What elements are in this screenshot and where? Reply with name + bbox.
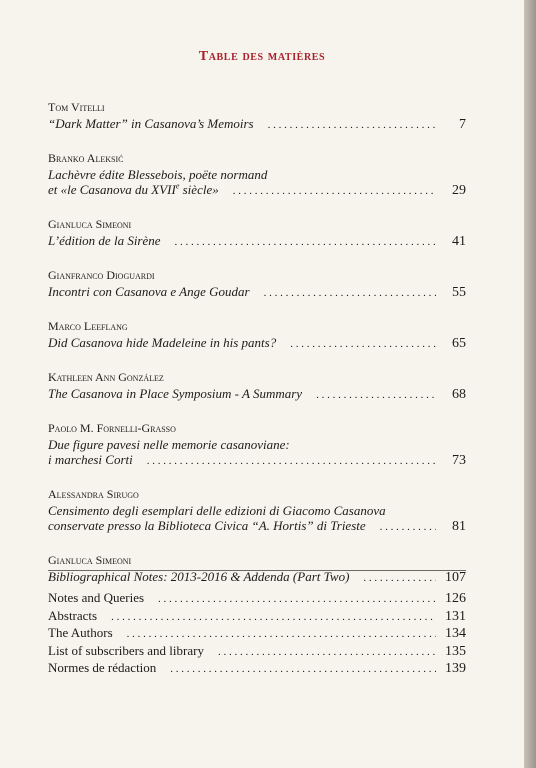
toc-title-line [48, 182, 466, 199]
toc-title: Did Casanova hide Madeleine in his pants? [48, 335, 277, 350]
toc-title-line [48, 518, 466, 535]
toc-page-number: 81 [452, 519, 466, 534]
toc-title-continued: conservate presso la Biblioteca Civica “A. Hortis” di Trieste [48, 518, 366, 533]
dot-leader [170, 661, 436, 678]
dot-leader [363, 571, 436, 586]
toc-title: Bibliographical Notes: 2013-2016 & Addenda (Part Two) [48, 569, 350, 584]
toc-title-line [48, 335, 466, 352]
toc-entry [48, 151, 466, 199]
back-matter-page-number: 139 [445, 661, 466, 676]
toc-entry [48, 100, 466, 133]
dot-leader [233, 184, 436, 199]
back-matter-label: Abstracts [48, 607, 98, 623]
dot-leader [264, 286, 436, 301]
back-matter-label: Notes and Queries [48, 590, 145, 605]
dot-leader [380, 520, 436, 535]
toc-entry [48, 217, 466, 250]
toc-page-number: 65 [452, 336, 466, 351]
back-matter-page-number: 131 [445, 608, 466, 624]
toc-author: Gianfranco Dioguardi [48, 268, 155, 282]
dot-leader [316, 388, 436, 403]
toc-title: “Dark Matter” in Casanova’s Memoirs [48, 116, 254, 131]
toc-author: Paolo M. Fornelli-Grasso [48, 421, 176, 435]
toc-page-number: 68 [452, 387, 466, 402]
toc-author: Alessandra Sirugo [48, 487, 139, 501]
toc-title: Incontri con Casanova e Ange Goudar [48, 284, 250, 299]
dot-leader [147, 454, 436, 469]
toc-title-line [48, 233, 466, 250]
toc-entry [48, 370, 466, 403]
toc-entry [48, 421, 466, 469]
back-matter-item [48, 608, 466, 626]
toc-title-continued: i marchesi Corti [48, 452, 133, 467]
toc-page-number: 7 [459, 117, 466, 132]
section-divider [48, 570, 466, 571]
toc-title-line [48, 284, 466, 301]
page-edge [524, 0, 536, 768]
toc-title-line [48, 386, 466, 403]
toc-author: Marco Leeflang [48, 319, 128, 333]
toc-title: The Casanova in Place Symposium - A Summary [48, 386, 303, 401]
back-matter-page-number: 126 [445, 591, 466, 606]
toc-entry [48, 487, 466, 535]
back-matter-list [48, 590, 466, 678]
toc-author: Gianluca Simeoni [48, 217, 132, 231]
toc-page-number: 41 [452, 234, 466, 249]
toc-entry [48, 268, 466, 301]
back-matter-item [48, 590, 466, 608]
back-matter-page-number: 134 [445, 626, 466, 641]
back-matter-item [48, 643, 466, 661]
dot-leader [175, 235, 436, 250]
dot-leader [111, 609, 436, 626]
toc-title-line [48, 569, 466, 586]
page-title: Table des matières [198, 49, 326, 64]
dot-leader [158, 591, 436, 608]
toc-author: Gianluca Simeoni [48, 553, 132, 567]
toc-title: Censimento degli esemplari delle edizioni di Giacomo Casanova [48, 503, 386, 518]
toc-author: Branko Aleksić [48, 151, 124, 165]
toc-title: L’édition de la Sirène [48, 233, 161, 248]
dot-leader [290, 337, 436, 352]
toc-title-line [48, 116, 466, 133]
dot-leader [218, 644, 436, 661]
toc-author: Tom Vitelli [48, 100, 105, 114]
toc-page-number: 73 [452, 453, 466, 468]
toc-page-number: 55 [452, 285, 466, 300]
toc-entry [48, 319, 466, 352]
back-matter-item [48, 625, 466, 643]
dot-leader [127, 626, 436, 643]
toc-title-continued: et «le Casanova du XVIIe siècle» [48, 181, 219, 197]
dot-leader [268, 118, 436, 133]
back-matter-label: Normes de rédaction [48, 660, 157, 675]
toc-author: Kathleen Ann González [48, 370, 164, 384]
back-matter-item [48, 660, 466, 678]
toc-title: Lachèvre édite Blessebois, poëte normand [48, 167, 268, 182]
toc-list [48, 100, 466, 604]
toc-title: Due figure pavesi nelle memorie casanoviane: [48, 437, 290, 452]
toc-title-line [48, 452, 466, 469]
toc-page-number: 107 [445, 570, 466, 585]
toc-page-number: 29 [452, 183, 466, 198]
back-matter-label: List of subscribers and library [48, 642, 204, 658]
back-matter-page-number: 135 [445, 643, 466, 659]
back-matter-label: The Authors [48, 625, 113, 640]
